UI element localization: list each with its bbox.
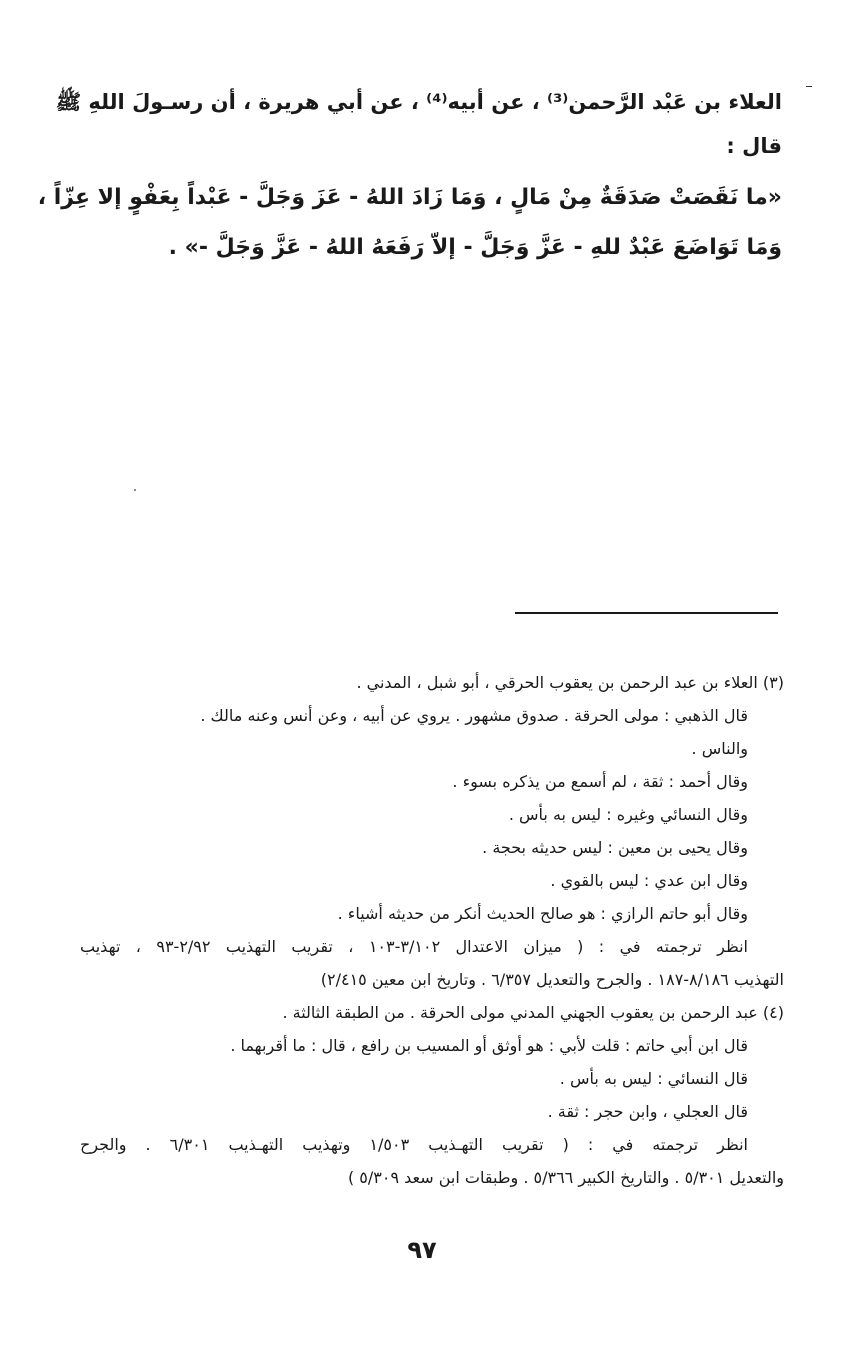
footnote-line: قال ابن أبي حاتم : قلت لأبي : هو أوثق أو المسيب بن رافع ، قال : ما أقربهما . — [230, 1036, 748, 1055]
main-line-2: قال : — [726, 134, 782, 158]
footnote-line: وقال يحيى بن معين : ليس حديثه بحجة . — [482, 838, 748, 857]
footnote-line: انظر ترجمته في : ( تقريب التهـذيب ١/٥٠٣ وتهذيب التهـذيب ٦/٣٠١ . والجرح — [80, 1135, 748, 1154]
footnote-line: قال العجلي ، وابن حجر : ثقة . — [547, 1102, 748, 1121]
print-speck — [134, 489, 136, 491]
footnote-line: التهذيب ٨/١٨٦-١٨٧ . والجرح والتعديل ٦/٣٥٧ . وتاريخ ابن معين ٢/٤١٥) — [320, 970, 784, 989]
footnote-line: قال الذهبي : مولى الحرقة . صدوق مشهور . يروي عن أبيه ، وعن أنس وعنه مالك . — [200, 706, 748, 725]
footnote-3-title: (٣) العلاء بن عبد الرحمن بن يعقوب الحرقي ، أبو شبل ، المدني . — [356, 673, 784, 692]
hadith-text — [37, 183, 782, 263]
footnote-line: والتعديل ٥/٣٠١ . والتاريخ الكبير ٥/٣٦٦ . وطبقات ابن سعد ٥/٣٠٩ ) — [347, 1168, 784, 1187]
footnote-line: والناس . — [691, 739, 748, 758]
footnotes — [80, 666, 784, 1194]
footnote-4-title: (٤) عبد الرحمن بن يعقوب الجهني المدني مولى الحرقة . من الطبقة الثالثة . — [282, 1003, 784, 1022]
footnote-line: وقال ابن عدي : ليس بالقوي . — [550, 871, 748, 890]
footnote-line: وقال النسائي وغيره : ليس به بأس . — [508, 805, 748, 824]
footnote-separator — [515, 612, 778, 614]
page-number: ٩٧ — [407, 1236, 437, 1264]
main-line-1: العلاء بن عَبْد الرَّحمن⁽³⁾ ، عن أبيه⁽⁴⁾ ، عن أبي هريرة ، أن رسـولَ اللهِ ﷺ — [55, 90, 782, 114]
margin-dash — [806, 86, 812, 87]
footnote-line: وقال أبو حاتم الرازي : هو صالح الحديث أنكر من حديثه أشياء . — [337, 904, 748, 923]
main-text — [55, 88, 782, 160]
footnote-line: وقال أحمد : ثقة ، لم أسمع من يذكره بسوء . — [452, 772, 748, 791]
footnote-line: قال النسائي : ليس به بأس . — [559, 1069, 748, 1088]
hadith-line-1: «ما نَقَصَتْ صَدَقَةٌ مِنْ مَالٍ ، وَمَا زَادَ اللهُ - عَزَ وَجَلَّ - عَبْداً بِعَفْوٍ إلا عِزّاً ، — [37, 185, 782, 210]
footnote-line: انظر ترجمته في : ( ميزان الاعتدال ٣/١٠٢-١٠٣ ، تقريب التهذيب ٢/٩٢-٩٣ ، تهذيب — [80, 937, 749, 956]
hadith-line-2: وَمَا تَوَاضَعَ عَبْدٌ للهِ - عَزَّ وَجَلَّ - إلاّ رَفَعَهُ اللهُ - عَزَّ وَجَلَّ -» . — [168, 235, 782, 260]
